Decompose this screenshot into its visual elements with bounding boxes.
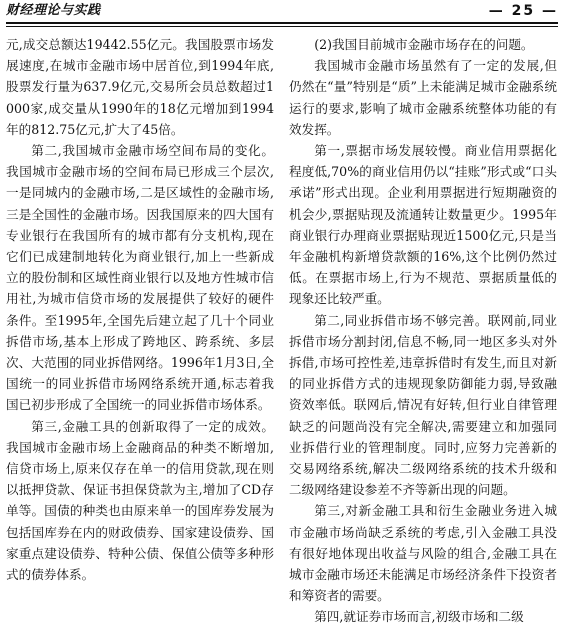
paragraph-spatial-layout: 第二,我国城市金融市场空间布局的变化。我国城市金融市场的空间布局已形成三个层次,一是同城内的金融市场,二是区域性的金融市场,三是全国性的金融市场。因我国原来的四大国有专业银行在我国所有的城市都有分支机构,现在它们已成建制地转化为商业银行,加上一些新成立的股份制和区域性商业银行以及地方性城市信用社,为城市信贷市场的发展提供了较好的硬件条件。至1995年,全国先后建立起了几十个同业拆借市场,基本上形成了跨地区、跨系统、多层次、大范围的同业拆借网络。1996年1月3日,全国统一的同业拆借市场网络系统开通,标志着我国已初步形成了全国统一的同业拆借市场体系。 — [6, 143, 274, 413]
page-number: — 25 — — [488, 3, 558, 19]
paragraph-interbank-market: 第二,同业拆借市场不够完善。联网前,同业拆借市场分割封闭,信息不畅,同一地区多头对外拆借,市场可控性差,违章拆借时有发生,而且对新的同业拆借方式的违规现象防御能力弱,导致融资效率低。联网后,情况有好转,但行业自律管理缺乏的问题尚没有完全解决,需要建立和加强同业拆借行业的管理制度。同时,应努力完善新的交易网络系统,解决二级网络系统的技术升级和二级网络建设参差不齐等新出现的问题。 — [289, 312, 557, 498]
header-rule-thick — [6, 22, 558, 24]
page-header — [6, 2, 558, 22]
paragraph-bill-market: 第一,票据市场发展较慢。商业信用票据化程度低,70%的商业信用仍以“挂账”形式或“口头承诺”形式出现。企业利用票据进行短期融资的机会少,票据贴现及流通转让数量更少。1995年商业银行办理商业票据贴现近1500亿元,只是当年金融机构新增贷款额的16%,这个比例仍然过低。在票据市场上,行为不规范、票据质量低的现象还比较严重。 — [289, 143, 557, 307]
paragraph-securities-market: 第四,就证券市场而言,初级市场和二级 — [314, 609, 524, 625]
paragraph-new-instruments: 第三,对新金融工具和衍生金融业务进入城市金融市场尚缺乏系统的考虑,引入金融工具没有很好地体现出收益与风险的组合,金融工具在城市金融市场还未能满足市场经济条件下投资者和筹资者的需要。 — [289, 503, 557, 604]
running-title: 财经理论与实践 — [6, 3, 101, 18]
header-rule-thin — [6, 26, 558, 27]
paragraph-instrument-innovation: 第三,金融工具的创新取得了一定的成效。我国城市金融市场上金融商品的种类不断增加,信贷市场上,原来仅存在单一的信用贷款,现在则以抵押贷款、保证书担保贷款为主,增加了CD存单等。国债的种类也由原来单一的国库券发展为包括国库券在内的财政债券、国家建设债券、国家重点建设债券、特种公债、保值公债等多种形式的债券体系。 — [6, 418, 274, 583]
right-column — [289, 34, 557, 638]
section-heading: (2)我国目前城市金融市场存在的问题。 — [314, 37, 534, 52]
paragraph-overview: 我国城市金融市场虽然有了一定的发展,但仍然在“量”特别是“质”上未能满足城市金融系统运行的要求,影响了城市金融系统整体功能的有效发挥。 — [289, 58, 557, 137]
left-column — [6, 34, 274, 638]
paragraph-continued: 元,成交总额达19442.55亿元。我国股票市场发展速度,在城市金融市场中居首位,到1994年底,股票发行量为637.9亿元,交易所会员总数超过1000家,成交量从1990年的18亿元增加到1994年的812.75亿元,扩大了45倍。 — [6, 37, 274, 137]
